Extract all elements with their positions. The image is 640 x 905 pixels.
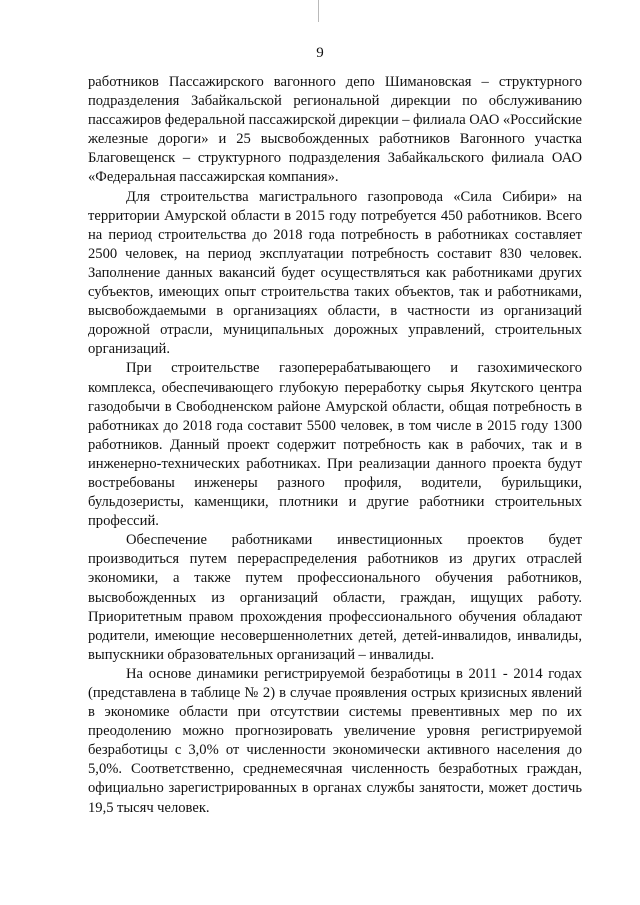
paragraph-gas-processing-complex: При строительстве газоперерабатывающего и газохимического комплекса, обеспечивающего глубокую переработку сырья Якутского центра газодобычи в Свободненском районе Амурской области, общая потребность в работниках до 2018 года составит 5500 человек, в том числе в 2015 году 1300 работников. Данный проект содержит потребность как в рабочих, так и в инженерно-технических работниках. При реализации данного проекта будут востребованы инженеры разного профиля, водители, бурильщики, бульдозеристы, каменщики, плотники и другие работники строительных профессий.	[88, 360, 582, 530]
document-body	[88, 73, 582, 818]
paragraph-workforce-provision: Обеспечение работниками инвестиционных проектов будет производиться путем перераспределения работников из других отраслей экономики, а также путем профессионального обучения работников, высвобожденных из организаций области, граждан, ищущих работу. Приоритетным правом прохождения профессионального обучения обладают родители, имеющие несовершеннолетних детей, детей-инвалидов, инвалиды, выпускники образовательных организаций – инвалиды.	[88, 532, 582, 663]
paragraph-gas-pipeline: Для строительства магистрального газопровода «Сила Сибири» на территории Амурской области в 2015 году потребуется 450 работников. Всего на период строительства до 2018 года потребность в работниках составляет 2500 человек, на период эксплуатации потребность составит 830 человек. Заполнение данных вакансий будет осуществляться как работниками других субъектов, имеющих опыт строительства таких объектов, так и работниками, высвобождаемыми в организациях области, в частности из организаций дорожной отрасли, муниципальных дорожных управлений, строительных организаций.	[88, 188, 582, 358]
paragraph-continuation: работников Пассажирского вагонного депо Шимановская – структурного подразделения Забайкальской региональной дирекции по обслуживанию пассажиров федеральной пассажирской дирекции – филиала ОАО «Российские железные дороги» и 25 высвобожденных работников Вагонного участка Благовещенск – структурного подразделения Забайкальского филиала ОАО «Федеральная пассажирская компания».	[88, 74, 582, 186]
scan-artifact-line	[318, 0, 319, 22]
paragraph-unemployment-forecast: На основе динамики регистрируемой безработицы в 2011 - 2014 годах (представлена в таблице № 2) в случае проявления острых кризисных явлений в экономике области при отсутствии системы превентивных мер по их преодолению можно прогнозировать увеличение уровня регистрируемой безработицы с 3,0% от численности экономически активного населения до 5,0%. Соответственно, среднемесячная численность безработных граждан, официально зарегистрированных в органах службы занятости, может достичь 19,5 тысяч человек.	[88, 665, 582, 816]
page-number: 9	[316, 45, 324, 61]
